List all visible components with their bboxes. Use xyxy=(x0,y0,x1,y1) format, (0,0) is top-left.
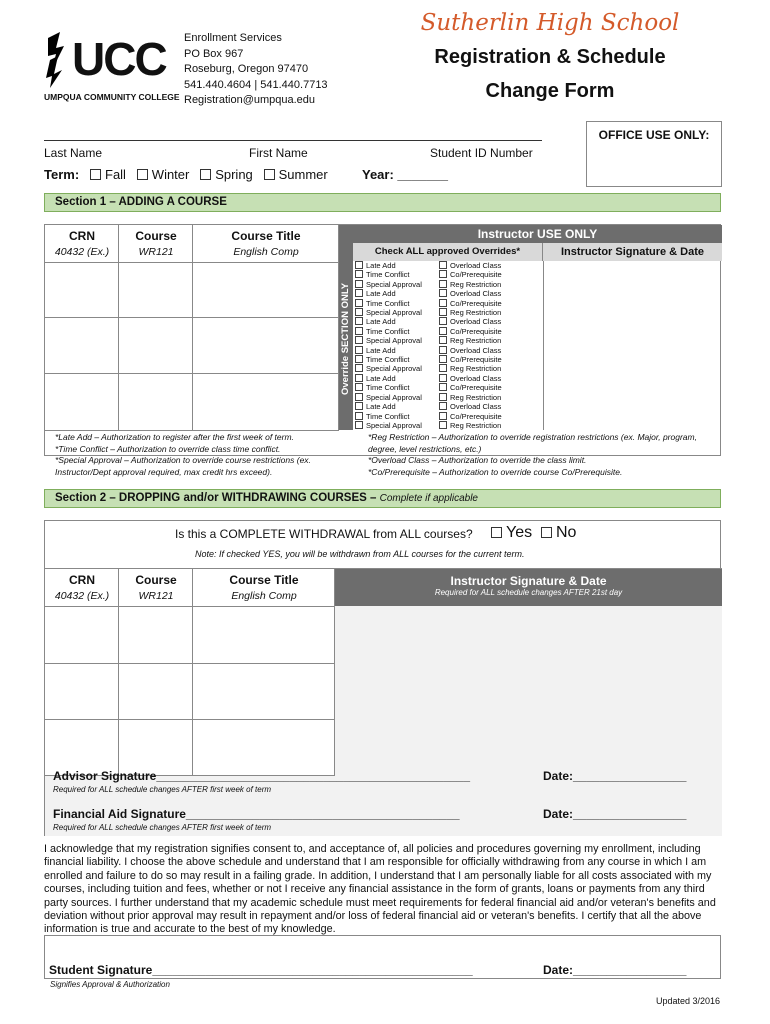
override-label: Overload Class xyxy=(450,289,502,299)
term-summer-checkbox[interactable] xyxy=(264,169,275,180)
s2-example-title: English Comp xyxy=(231,590,297,602)
override-row xyxy=(355,393,543,402)
contact-email: Registration@umpqua.edu xyxy=(184,94,316,106)
note-time-conflict: *Time Conflict – Authorization to override class time conflict. xyxy=(55,443,281,454)
logo-subtitle: UMPQUA COMMUNITY COLLEGE xyxy=(44,92,180,102)
term-label: Term: xyxy=(44,167,80,182)
s2-example-crn: 40432 (Ex.) xyxy=(54,590,110,602)
student-signature-field[interactable]: Student Signature________________________________________________ xyxy=(49,963,473,977)
drop-course-grid xyxy=(45,568,722,776)
checkbox-icon[interactable] xyxy=(355,402,363,410)
section2-header xyxy=(44,489,721,508)
override-row xyxy=(355,317,543,326)
override-row xyxy=(355,289,543,298)
finaid-date-field[interactable]: Date:_________________ xyxy=(543,807,687,821)
form-title-line1: Registration & Schedule xyxy=(434,46,666,68)
override-row xyxy=(355,355,543,364)
override-label: Reg Restriction xyxy=(450,420,502,430)
override-option-right[interactable] xyxy=(439,299,502,308)
override-label: Late Add xyxy=(366,402,396,412)
checkbox-icon[interactable] xyxy=(355,327,363,335)
override-label: Reg Restriction xyxy=(450,336,502,346)
section2-box xyxy=(44,520,721,836)
withdrawal-no-checkbox[interactable] xyxy=(541,527,552,538)
override-label: Special Approval xyxy=(366,308,422,318)
row-divider xyxy=(45,373,339,374)
checkbox-icon[interactable] xyxy=(355,383,363,391)
checkbox-icon[interactable] xyxy=(355,317,363,325)
override-row xyxy=(355,336,543,345)
override-option-left[interactable] xyxy=(355,336,439,345)
school-name: Sutherlin High School xyxy=(420,10,680,36)
checkbox-icon[interactable] xyxy=(439,280,447,288)
updated-date: Updated 3/2016 xyxy=(656,996,721,1006)
override-option-left[interactable] xyxy=(355,421,439,430)
override-option-left[interactable] xyxy=(355,270,439,279)
acknowledgement-text: I acknowledge that my registration signifies consent to, and acceptance of, all policies and procedures governing my enrollment, including financial liability. I choose the above schedule and understand that I am responsible for officially withdrawing from any course in which I am enrolled and failure to do so may result in a failing grade. In addition, I understand that I am personally liable for all costs associated with my courses, including tuition and fees, whether or not I receive any financial assistance in the form of grants, loans or payments from any third party sources. I further understand that my academic schedule must meet requirements for federal financial aid and/or veteran's benefits and deviation without prior approval may result in repayment and/or loss of federal financial aid or veteran's benefits. I certify that all the above information is true and accurate to the best of my knowledge. xyxy=(44,843,716,936)
checkbox-icon[interactable] xyxy=(355,374,363,382)
section1-table xyxy=(44,224,721,477)
override-label: Late Add xyxy=(366,373,396,383)
override-option-left[interactable] xyxy=(355,364,439,373)
student-id-label: Student ID Number xyxy=(430,146,533,160)
withdrawal-yes-label: Yes xyxy=(506,524,533,541)
checkbox-icon[interactable] xyxy=(439,317,447,325)
override-option-right[interactable] xyxy=(439,393,501,402)
checkbox-icon[interactable] xyxy=(439,421,447,429)
s2-instructor-sig-label: Instructor Signature & Date xyxy=(450,574,607,588)
checkbox-icon[interactable] xyxy=(355,421,363,429)
form-title xyxy=(405,40,695,108)
name-line[interactable] xyxy=(44,131,542,141)
override-row xyxy=(355,402,543,411)
override-label: Reg Restriction xyxy=(450,308,502,318)
s1-example-course: WR121 xyxy=(138,246,174,258)
override-label: Co/Prerequisite xyxy=(450,270,502,280)
year-field[interactable]: Year: _______ xyxy=(362,167,449,182)
override-option-left[interactable] xyxy=(355,402,439,411)
override-label: Time Conflict xyxy=(366,355,410,365)
checkbox-icon[interactable] xyxy=(439,374,447,382)
override-option-left[interactable] xyxy=(355,383,439,392)
override-row xyxy=(355,270,543,279)
override-option-right[interactable] xyxy=(439,327,502,336)
checkbox-icon[interactable] xyxy=(439,327,447,335)
section2-title: Section 2 – DROPPING and/or WITHDRAWING COURSES – xyxy=(55,492,377,504)
row-divider xyxy=(45,262,339,263)
override-label: Overload Class xyxy=(450,345,502,355)
contact-po-box: PO Box 967 xyxy=(184,47,244,60)
override-option-right[interactable] xyxy=(439,383,502,392)
term-row xyxy=(44,167,328,182)
override-option-left[interactable] xyxy=(355,355,439,364)
advisor-note: Required for ALL schedule changes AFTER first week of term xyxy=(53,785,272,794)
last-name-label: Last Name xyxy=(44,146,103,160)
override-row xyxy=(355,346,543,355)
s2-col-crn: CRN xyxy=(69,573,95,587)
override-label: Co/Prerequisite xyxy=(450,383,502,393)
override-option-left[interactable] xyxy=(355,299,439,308)
ucc-logo xyxy=(44,30,179,108)
override-label: Special Approval xyxy=(366,364,422,374)
logo-text: UCC xyxy=(72,33,166,85)
override-label: Time Conflict xyxy=(366,383,410,393)
checkbox-icon[interactable] xyxy=(439,299,447,307)
advisor-date-field[interactable]: Date:_________________ xyxy=(543,769,687,783)
student-date-field[interactable]: Date:_________________ xyxy=(543,963,687,977)
contact-dept: Enrollment Services xyxy=(184,32,282,44)
s1-col-crn: CRN xyxy=(69,229,95,243)
s2-col-course: Course xyxy=(135,573,177,587)
override-option-left[interactable] xyxy=(355,393,439,402)
note-reg-restriction: *Reg Restriction – Authorization to override registration restrictions (ex. Major, program, degree, level restrictions, etc.) xyxy=(368,432,697,454)
check-overrides-header: Check ALL approved Overrides* xyxy=(353,243,543,261)
term-spring-label: Spring xyxy=(215,167,253,182)
notes-left xyxy=(55,432,355,478)
s2-example-course: WR121 xyxy=(138,590,174,602)
override-row xyxy=(355,364,543,373)
s1-instructor-sig-header: Instructor Signature & Date xyxy=(543,243,722,261)
override-option-right[interactable] xyxy=(439,374,501,383)
override-option-right[interactable] xyxy=(439,412,502,421)
contact-block xyxy=(184,31,328,109)
override-label: Late Add xyxy=(366,289,396,299)
section2-title-note: Complete if applicable xyxy=(379,493,478,504)
override-option-right[interactable] xyxy=(439,346,501,355)
s1-example-crn: 40432 (Ex.) xyxy=(54,246,110,258)
override-option-right[interactable] xyxy=(439,336,501,345)
row-divider xyxy=(45,606,335,607)
override-option-left[interactable] xyxy=(355,317,439,326)
note-special-approval: *Special Approval – Authorization to override course restrictions (ex. Instructor/Dept approval required, max credit hrs exceed). xyxy=(55,455,311,477)
withdrawal-yes-checkbox[interactable] xyxy=(491,527,502,538)
override-label: Late Add xyxy=(366,261,396,270)
override-label: Time Conflict xyxy=(366,411,410,421)
checkbox-icon[interactable] xyxy=(355,289,363,297)
s1-example-title: English Comp xyxy=(233,246,299,258)
checkbox-icon[interactable] xyxy=(439,270,447,278)
checkbox-icon[interactable] xyxy=(355,346,363,354)
checkbox-icon[interactable] xyxy=(355,364,363,372)
term-summer-label: Summer xyxy=(278,167,328,182)
student-signature-box xyxy=(44,935,721,979)
note-overload: *Overload Class – Authorization to override the class limit. xyxy=(368,455,587,465)
checkbox-icon[interactable] xyxy=(439,412,447,420)
checkbox-icon[interactable] xyxy=(355,261,363,269)
advisor-signature-field[interactable]: Advisor Signature_______________________________________________ xyxy=(53,769,471,783)
override-option-right[interactable] xyxy=(439,261,501,270)
override-row xyxy=(355,299,543,308)
checkbox-icon[interactable] xyxy=(439,308,447,316)
override-label: Special Approval xyxy=(366,336,422,346)
override-label: Co/Prerequisite xyxy=(450,326,502,336)
checkbox-icon[interactable] xyxy=(439,336,447,344)
note-late-add: *Late Add – Authorization to register after the first week of term. xyxy=(55,432,294,442)
override-label: Reg Restriction xyxy=(450,279,502,289)
override-option-right[interactable] xyxy=(439,402,501,411)
student-signature-note: Signifies Approval & Authorization xyxy=(50,980,170,989)
override-vertical-label: Override SECTION ONLY xyxy=(340,282,351,395)
override-option-left[interactable] xyxy=(355,374,439,383)
override-label: Late Add xyxy=(366,345,396,355)
override-option-left[interactable] xyxy=(355,327,439,336)
override-row xyxy=(355,280,543,289)
finaid-note: Required for ALL schedule changes AFTER first week of term xyxy=(53,823,272,832)
withdrawal-note: Note: If checked YES, you will be withdrawn from ALL courses for the current term. xyxy=(195,549,525,559)
checkbox-icon[interactable] xyxy=(439,261,447,269)
override-label: Time Conflict xyxy=(366,270,410,280)
contact-phone: 541.440.4604 | 541.440.7713 xyxy=(184,78,328,91)
override-label: Overload Class xyxy=(450,261,502,270)
override-label: Co/Prerequisite xyxy=(450,411,502,421)
checkbox-icon[interactable] xyxy=(439,402,447,410)
checkbox-icon[interactable] xyxy=(355,412,363,420)
notes-right xyxy=(368,432,708,478)
override-row xyxy=(355,308,543,317)
override-option-right[interactable] xyxy=(439,421,501,430)
office-use-box: OFFICE USE ONLY: xyxy=(586,121,722,187)
override-row xyxy=(355,374,543,383)
term-fall-checkbox[interactable] xyxy=(90,169,101,180)
term-winter-label: Winter xyxy=(151,167,190,182)
section1-header: Section 1 – ADDING A COURSE xyxy=(44,193,721,212)
override-label: Special Approval xyxy=(366,420,422,430)
override-option-right[interactable] xyxy=(439,289,501,298)
s2-col-title: Course Title xyxy=(229,573,299,587)
term-winter-checkbox[interactable] xyxy=(137,169,148,180)
s1-instructor-sig-area[interactable] xyxy=(543,261,722,430)
override-option-left[interactable] xyxy=(355,280,439,289)
override-option-right[interactable] xyxy=(439,364,501,373)
override-option-left[interactable] xyxy=(355,261,439,270)
override-label: Reg Restriction xyxy=(450,392,502,402)
withdrawal-no-label: No xyxy=(556,524,577,541)
s1-col-title: Course Title xyxy=(231,229,301,243)
s2-instructor-sig-area[interactable] xyxy=(335,606,722,776)
checkbox-icon[interactable] xyxy=(355,393,363,401)
override-option-left[interactable] xyxy=(355,289,439,298)
checkbox-icon[interactable] xyxy=(355,280,363,288)
override-option-right[interactable] xyxy=(439,308,501,317)
override-label: Overload Class xyxy=(450,402,502,412)
checkbox-icon[interactable] xyxy=(355,308,363,316)
first-name-label: First Name xyxy=(249,146,308,160)
checkbox-icon[interactable] xyxy=(439,364,447,372)
checkbox-icon[interactable] xyxy=(439,383,447,391)
checkbox-icon[interactable] xyxy=(439,393,447,401)
override-row xyxy=(355,421,543,430)
withdrawal-question: Is this a COMPLETE WITHDRAWAL from ALL courses? xyxy=(175,527,473,541)
checkbox-icon[interactable] xyxy=(439,289,447,297)
withdrawal-yes-no xyxy=(491,524,576,542)
override-label: Special Approval xyxy=(366,279,422,289)
note-coprereq: *Co/Prerequisite – Authorization to override course Co/Prerequisite. xyxy=(368,466,623,477)
override-option-left[interactable] xyxy=(355,412,439,421)
override-row xyxy=(355,261,543,270)
checkbox-icon[interactable] xyxy=(355,270,363,278)
override-label: Reg Restriction xyxy=(450,364,502,374)
override-option-right[interactable] xyxy=(439,355,502,364)
term-spring-checkbox[interactable] xyxy=(200,169,211,180)
override-row xyxy=(355,383,543,392)
checkbox-icon[interactable] xyxy=(355,355,363,363)
add-course-grid xyxy=(45,225,339,430)
override-option-right[interactable] xyxy=(439,317,501,326)
row-divider xyxy=(45,430,339,431)
form-title-line2: Change Form xyxy=(485,80,615,102)
term-fall-label: Fall xyxy=(105,167,126,182)
override-label: Overload Class xyxy=(450,317,502,327)
checkbox-icon[interactable] xyxy=(439,346,447,354)
checkbox-icon[interactable] xyxy=(355,336,363,344)
s2-instructor-header xyxy=(335,569,722,606)
finaid-signature-field[interactable]: Financial Aid Signature_________________________________________ xyxy=(53,807,460,821)
override-option-right[interactable] xyxy=(439,280,501,289)
override-option-left[interactable] xyxy=(355,308,439,317)
checkbox-icon[interactable] xyxy=(439,355,447,363)
override-label: Co/Prerequisite xyxy=(450,298,502,308)
override-label: Time Conflict xyxy=(366,326,410,336)
override-option-right[interactable] xyxy=(439,270,502,279)
override-option-left[interactable] xyxy=(355,346,439,355)
override-label: Overload Class xyxy=(450,373,502,383)
s2-instructor-note: Required for ALL schedule changes AFTER 21st day xyxy=(434,588,623,597)
override-label: Time Conflict xyxy=(366,298,410,308)
s1-col-course: Course xyxy=(135,229,177,243)
override-checkbox-list xyxy=(355,261,543,430)
override-label: Late Add xyxy=(366,317,396,327)
override-strip xyxy=(339,225,353,430)
checkbox-icon[interactable] xyxy=(355,299,363,307)
row-divider xyxy=(45,317,339,318)
contact-city: Roseburg, Oregon 97470 xyxy=(184,63,309,75)
override-label: Co/Prerequisite xyxy=(450,355,502,365)
override-label: Special Approval xyxy=(366,392,422,402)
instructor-use-only-header: Instructor USE ONLY xyxy=(353,225,722,243)
override-row xyxy=(355,327,543,336)
override-row xyxy=(355,412,543,421)
